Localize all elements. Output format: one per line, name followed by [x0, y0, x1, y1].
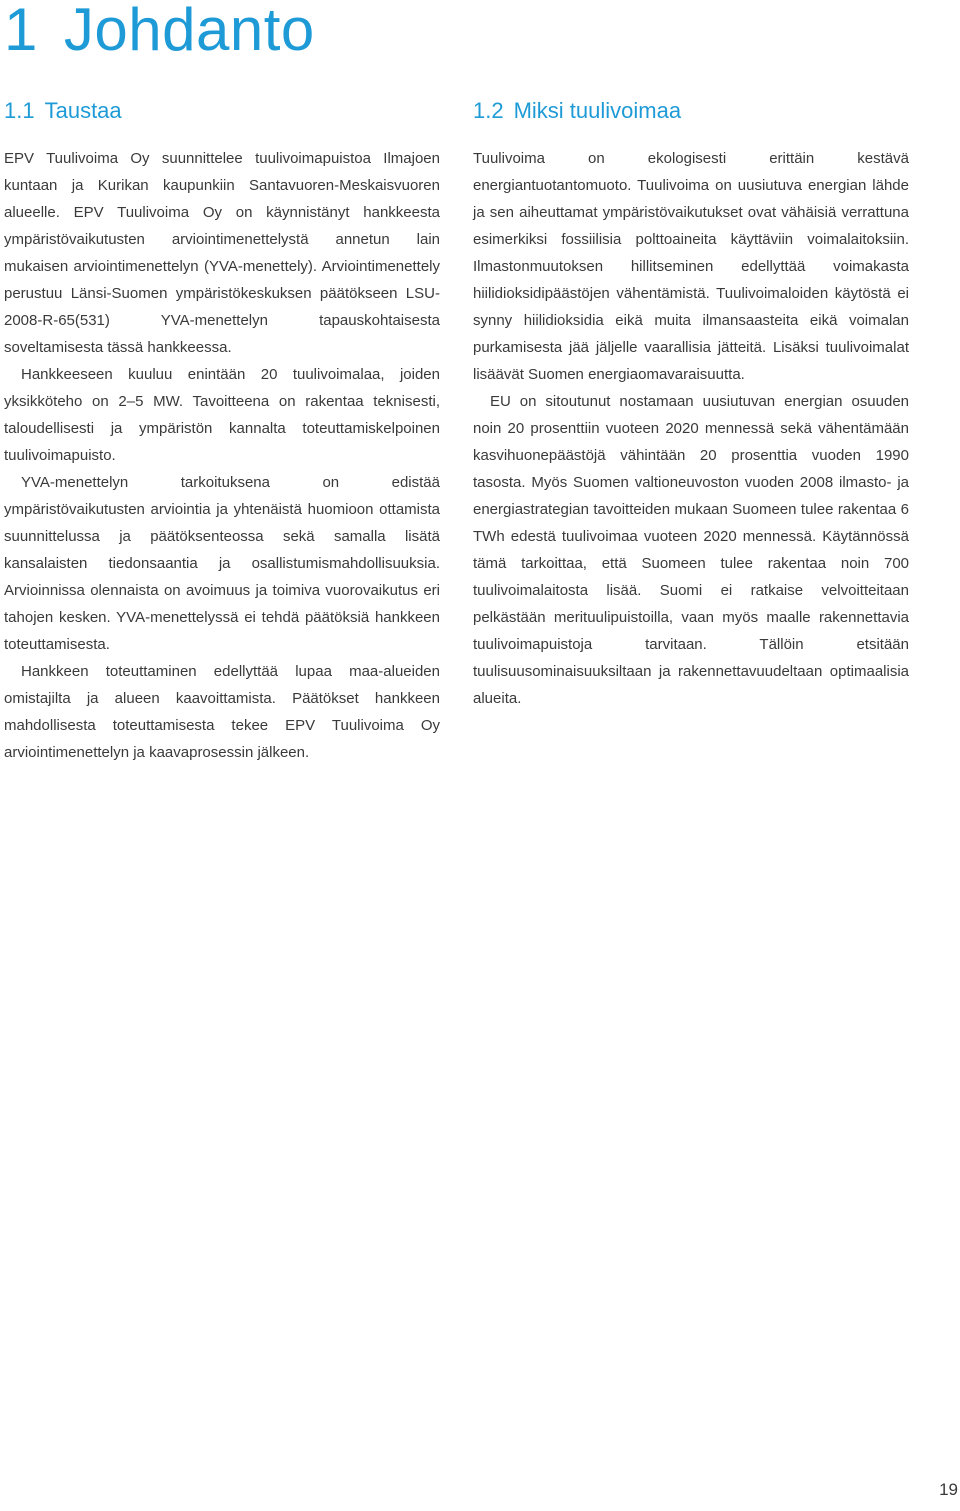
right-column [473, 94, 909, 712]
paragraph: EU on sitoutunut nostamaan uusiutuvan energian osuuden noin 20 prosenttiin vuoteen 2020 mennessä sekä vähentämään kasvihuonepäästöjä vähintään 20 prosenttia vuoden 1990 tasosta. Myös Suomen valtioneuvoston vuoden 2008 ilmasto- ja energiastrategian tavoitteiden mukaan Suomeen tulee rakentaa 6 TWh edestä tuulivoimaa vuoteen 2020 mennessä. Käytännössä tämä tarkoittaa, että Suomeen tulee rakentaa noin 700 tuulivoimalaitosta lisää. Suomi ei ratkaise velvoitteitaan pelkästään merituulipuistoilla, vaan myös maalle rakennettavia tuulivoimapuistoja tarvitaan. Tällöin etsitään tuulisuusominaisuuksiltaan ja rakennettavuudeltaan optimaalisia alueita. [473, 393, 909, 707]
paragraph: Hankkeeseen kuuluu enintään 20 tuulivoimalaa, joiden yksikköteho on 2‒5 MW. Tavoitteena on rakentaa teknisesti, taloudellisesti ja ympäristön kannalta toteuttamiskelpoinen tuulivoimapuisto. [4, 366, 440, 464]
paragraph: Hankkeen toteuttaminen edellyttää lupaa maa-alueiden omistajilta ja alueen kaavoittamista. Päätökset hankkeen mahdollisesta toteuttamisesta tekee EPV Tuulivoima Oy arviointimenettelyn ja kaavaprosessin jälkeen. [4, 663, 440, 761]
section-title: Miksi tuulivoimaa [513, 98, 682, 123]
paragraph: EPV Tuulivoima Oy suunnittelee tuulivoimapuistoa Ilmajoen kuntaan ja Kurikan kaupunkiin Santavuoren-Meskaisvuoren alueelle. EPV Tuulivoima Oy on käynnistänyt hankkeesta ympäristövaikutusten arviointimenettelystä annetun lain mukaisen arviointimenettelyn (YVA-menettely). Arviointimenettely perustuu Länsi-Suomen ympäristökeskuksen päätökseen LSU-2008-R-65(531) YVA-menettelyn tapauskohtaisesta soveltamisesta tässä hankkeessa. [4, 150, 440, 356]
section-number: 1.1 [4, 98, 35, 123]
chapter-title: Johdanto [63, 0, 315, 63]
page-number: 19 [939, 1480, 958, 1499]
section-heading-miksi-tuulivoimaa [473, 94, 909, 128]
paragraph: YVA-menettelyn tarkoituksena on edistää ympäristövaikutusten arviointia ja yhtenäistä huomioon ottamista suunnittelussa ja päätöksenteossa sekä samalla lisätä kansalaisten tiedonsaantia ja osallistumismahdollisuuksia. Arvioinnissa olennaista on avoimuus ja toimiva vuorovaikutus eri tahojen kesken. YVA-menettelyssä ei tehdä päätöksiä hankkeen toteuttamisesta. [4, 474, 440, 653]
left-column [4, 94, 440, 766]
chapter-number: 1 [4, 0, 38, 63]
section-number: 1.2 [473, 98, 504, 123]
section-heading-taustaa [4, 94, 440, 128]
paragraph: Tuulivoima on ekologisesti erittäin kestävä energiantuotantomuoto. Tuulivoima on uusiutuva energian lähde ja sen aiheuttamat ympäristövaikutukset ovat vähäisiä verrattuna esimerkiksi fossiilisia polttoaineita käyttäviin voimalaitoksiin. Ilmastonmuutoksen hillitseminen edellyttää voimakasta hiilidioksidipäästöjen vähentämistä. Tuulivoimaloiden käytöstä ei synny hiilidioksidia eikä muita ilmansaasteita eikä voimalan purkamisesta jää jäljelle vaarallisia jätteitä. Lisäksi tuulivoimalat lisäävät Suomen energiaomavaraisuutta. [473, 150, 909, 383]
page-title [4, 0, 315, 66]
section-title: Taustaa [44, 98, 122, 123]
